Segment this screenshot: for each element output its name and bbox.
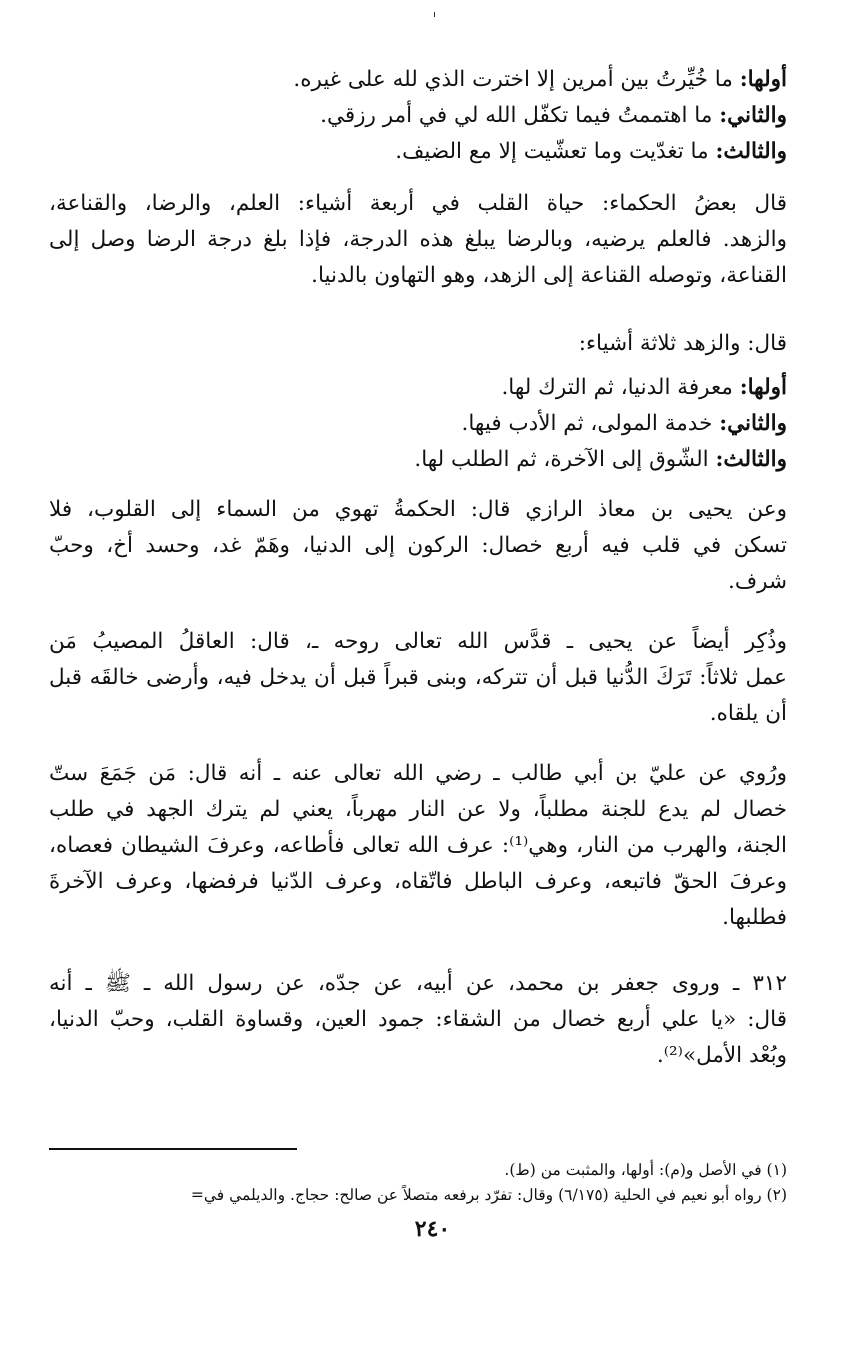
text-line: والزهد. فالعلم يرضيه، وبالرضا يبلغ هذه الدرجة، فإذا بلغ درجة الرضا وصل إلى — [49, 227, 787, 252]
line-text: معرفة الدنيا، ثم الترك لها. — [501, 375, 740, 400]
text-line — [49, 134, 787, 170]
lead-word: أولها: — [739, 67, 787, 92]
lead-word: أولها: — [739, 375, 787, 400]
paragraph — [49, 62, 787, 98]
line-text: ما خُيِّرتُ بين أمرين إلا اخترت الذي لله على غيره. — [293, 67, 740, 92]
text-line: الجنة، والهرب من النار، وهي⁽¹⁾: عرف الله تعالى فأطاعه، وعرفَ الشيطان فعصاه، — [49, 833, 787, 858]
paragraph — [49, 492, 787, 600]
text-line — [49, 62, 787, 98]
text-line: وعن يحيى بن معاذ الرازي قال: الحكمةُ تهوي من السماء إلى القلوب، فلا — [49, 497, 787, 522]
footnotes — [49, 1148, 787, 1208]
text-line: أن يلقاه. — [709, 701, 787, 726]
paragraph — [49, 370, 787, 406]
lead-word: والثالث: — [715, 139, 787, 164]
text-line: وعرفَ الحقّ فاتبعه، وعرف الباطل فاتّقاه، وعرف الدّنيا فرفضها، وعرف الآخرةَ — [49, 869, 787, 894]
text-line: عمل ثلاثاً: تَرَكَ الدُّنيا قبل أن تتركه، وبنى قبراً قبل أن يدخل فيه، وأرضى خالقَه قبل — [49, 665, 787, 690]
text-line — [49, 370, 787, 406]
text-line: قال بعضُ الحكماء: حياة القلب في أربعة أشياء: العلم، والرضا، والقناعة، — [49, 191, 787, 216]
text-line — [49, 406, 787, 442]
footnote-1: (١) في الأصل و(م): أولها، والمثبت من (ط). — [504, 1160, 787, 1179]
text-line: تسكن في قلب فيه أربع خصال: الركون إلى الدنيا، وهَمّ غد، وحسد أخ، وحبّ — [49, 533, 787, 558]
paragraph — [49, 756, 787, 936]
text-line — [49, 98, 787, 134]
paragraph — [49, 406, 787, 442]
text-line: ورُوي عن عليّ بن أبي طالب ـ رضي الله تعالى عنه ـ أنه قال: مَن جَمَعَ ستّ — [49, 761, 787, 786]
footnote-2: (٢) رواه أبو نعيم في الحلية (٦/١٧٥) وقال: تفرّد برفعه متصلاً عن صالح: حجاج. والديلمي في= — [190, 1185, 787, 1204]
text-line: وبُعْد الأمل»⁽²⁾. — [656, 1043, 787, 1068]
paragraph — [49, 326, 787, 362]
paragraph — [49, 98, 787, 134]
text-line: القناعة، وتوصله القناعة إلى الزهد، وهو التهاون بالدنيا. — [311, 263, 787, 288]
text-line: قال: والزهد ثلاثة أشياء: — [578, 331, 787, 356]
line-text: ما اهتممتُ فيما تكفّل الله لي في أمر رزقي. — [320, 103, 720, 128]
line-text: ما تغدّيت وما تعشّيت إلا مع الضيف. — [395, 139, 716, 164]
top-mark — [434, 12, 435, 17]
text-line: قال: «يا علي أربع خصال من الشقاء: جمود العين، وقساوة القلب، وحبّ الدنيا، — [49, 1007, 787, 1032]
text-line — [49, 442, 787, 478]
page-number: ٢٤٠ — [414, 1216, 451, 1242]
paragraph — [49, 966, 787, 1074]
lead-word: والثاني: — [719, 411, 787, 436]
lead-word: والثاني: — [719, 103, 787, 128]
paragraph — [49, 442, 787, 478]
paragraph — [49, 134, 787, 170]
text-line: شرف. — [728, 569, 787, 594]
text-line: خصال لم يدع للجنة مطلباً، ولا عن النار مهرباً، يعني لم يترك الجهد في طلب — [49, 797, 787, 822]
lead-word: والثالث: — [715, 447, 787, 472]
line-text: خدمة المولى، ثم الأدب فيها. — [461, 411, 720, 436]
footnote-rule — [49, 1148, 297, 1150]
text-line: ٣١٢ ـ وروى جعفر بن محمد، عن أبيه، عن جدّه، عن رسول الله ـ ﷺ ـ أنه — [49, 971, 787, 996]
paragraph — [49, 186, 787, 294]
text-line: وذُكِر أيضاً عن يحيى ـ قدَّس الله تعالى روحه ـ، قال: العاقلُ المصيبُ مَن — [49, 629, 787, 654]
paragraph — [49, 624, 787, 732]
text-line: فطلبها. — [722, 905, 787, 930]
line-text: الشّوق إلى الآخرة، ثم الطلب لها. — [414, 447, 716, 472]
